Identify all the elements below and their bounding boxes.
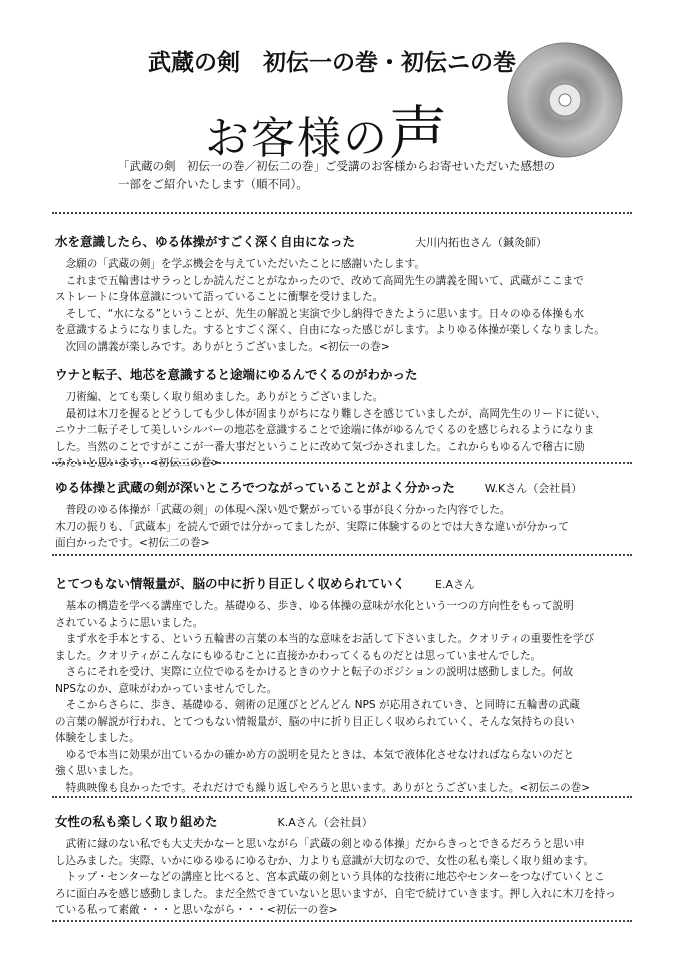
body-line: NPSなのか、意味がわかっていませんでした。	[55, 682, 278, 695]
body-line: ゆるで本当に効果が出ているかの確かめ方の説明を見たときは、本気で液体化させなければならないのだと	[55, 748, 574, 761]
intro-line: 一部をご紹介いたします（順不同）。	[118, 177, 308, 191]
body-line: これまで五輪書はサラっとしか読んだことがなかったので、改めて高岡先生の講義を聞いて、武蔵がここまで	[55, 274, 584, 287]
body-line: の言葉の解説が行われ、とてつもない情報量が、脳の中に折り目正しく収められていく、そんな気持ちの良い	[55, 715, 575, 728]
body-line: を意識するようになりました。するとすごく深く、自由になった感じがします。よりゆる体操が楽しくなりました。	[55, 324, 605, 336]
body-line: 念願の「武蔵の剣」を学ぶ機会を与えていただいたことに感謝いたします。	[55, 258, 425, 270]
testimonial-author: K.Aさん（会社員）	[277, 816, 373, 829]
testimonial-2	[55, 478, 635, 552]
subtitle-prefix: お客様の	[205, 113, 389, 164]
dotted-divider	[52, 462, 632, 464]
testimonial-4	[55, 812, 635, 919]
dotted-divider	[52, 212, 632, 214]
body-line: した。当然のことですがここが一番大事だということに改めて気づかされました。これからもゆるんで稽古に励	[55, 440, 585, 453]
testimonial-body	[55, 389, 635, 472]
intro-text	[118, 157, 598, 193]
body-line: ました。クオリティがこんなにもゆるむことに直接かかわってくるものだとは思っていませんでした。	[55, 649, 542, 662]
dotted-divider	[52, 796, 632, 798]
testimonial-3	[55, 574, 635, 796]
testimonial-author: 大川内拓也さん（鍼灸師）	[415, 236, 548, 249]
testimonial-body	[55, 598, 635, 796]
subtitle-voice-character: 声	[389, 99, 450, 167]
body-line: みたいと思います。<初伝二の巻>	[55, 457, 221, 469]
testimonial-title: 水を意識したら、ゆる体操がすごく深く自由になった	[55, 234, 356, 249]
body-line: さらにそれを受け、実際に立位でゆるをかけるときのウナと転子のポジションの説明は感動しました。何故	[55, 666, 574, 678]
testimonial-title: 女性の私も楽しく取り組めた	[55, 814, 218, 829]
body-line: ている私って素敵・・・と思いながら・・・<初伝一の巻>	[55, 904, 338, 916]
intro-line: 「武蔵の剣 初伝一の巻／初伝二の巻」ご受講のお客様からお寄せいただいた感想の	[118, 159, 555, 173]
body-line: トップ・センターなどの講座と比べると、宮本武蔵の剣という具体的な技術に地芯やセンターをつなげていくとこ	[55, 871, 605, 883]
body-line: 普段のゆる体操が「武蔵の剣」の体現へ深い処で繋がっている事が良く分かった内容でした。	[55, 504, 511, 516]
cd-disc-icon	[505, 40, 625, 160]
body-line: そして、“水になる”ということが、先生の解説と実演で少し納得できたように思います。日々のゆる体操も水	[55, 307, 585, 320]
dotted-divider	[52, 554, 632, 556]
testimonial-1	[55, 232, 635, 472]
body-line: 体験をしました。	[55, 732, 140, 744]
body-line: 特典映像も良かったです。それだけでも繰り返しやろうと思います。ありがとうございました。<初伝ニの巻>	[55, 781, 591, 794]
body-line: 最初は木刀を握るとどうしても少し体が固まりがちになり難しさを感じていましたが、高岡先生のリードに従い、	[55, 407, 606, 420]
body-line: 次回の講義が楽しみです。ありがとうございました。<初伝一の巻>	[55, 340, 390, 353]
body-line: 武術に縁のない私でも大丈夫かなーと思いながら「武蔵の剣とゆる体操」だからきっとできるだろうと思い申	[55, 838, 585, 850]
body-line: そこからさらに、歩き、基礎ゆる、剣術の足運びとどんどん NPS が応用されていき、と同時に五輪書の武蔵	[55, 699, 580, 711]
testimonial-subtitle: ウナと転子、地芯を意識すると途端にゆるんでくるのがわかった	[55, 367, 418, 382]
body-line: し込みました。実際、いかにゆるゆるにゆるむか、力よりも意識が大切なので、女性の私も楽しく取り組めます。	[55, 854, 595, 867]
body-line: 面白かったです。<初伝二の巻>	[55, 537, 210, 549]
testimonial-body	[55, 256, 635, 355]
body-line: ろに面白みを感じ感動しました。まだ全然できていないと思いますが、自宅で続けていきます。押し入れに木刀を持っ	[55, 887, 616, 900]
testimonial-body	[55, 502, 635, 552]
body-line: ニウナ二転子そして美しいシルバーの地芯を意識することで途端に体がゆるんでくるのを感じられるようになりま	[55, 424, 595, 436]
testimonial-author: E.Aさん	[435, 578, 475, 591]
body-line: ストレートに身体意識について語っていることに衝撃を受けました。	[55, 291, 384, 303]
body-line: 木刀の振りも、「武蔵本」を読んで頭では分かってましたが、実際に体験するのとでは大きな違いが分かって	[55, 520, 569, 533]
page-title: 武蔵の剣 初伝一の巻・初伝ニの巻	[148, 50, 516, 76]
body-line: 刀術編、とても楽しく取り組めました。ありがとうございました。	[55, 391, 384, 403]
testimonial-title: ゆる体操と武蔵の剣が深いところでつながっていることがよく分かった	[55, 480, 455, 495]
testimonial-body	[55, 836, 635, 919]
testimonial-title: とてつもない情報量が、脳の中に折り目正しく収められていく	[55, 576, 406, 591]
body-line: 強く思いました。	[55, 765, 140, 777]
dotted-divider	[52, 920, 632, 922]
testimonial-author: W.Kさん（会社員）	[484, 482, 583, 495]
body-line: されているように思いました。	[55, 616, 204, 629]
body-line: まず水を手本とする、という五輪書の言葉の本当的な意味をお話して下さいました。クオリティの重要性を学び	[55, 633, 595, 645]
body-line: 基本の構造を学べる講座でした。基礎ゆる、歩き、ゆる体操の意味が水化という一つの方向性をもって説明	[55, 600, 574, 612]
